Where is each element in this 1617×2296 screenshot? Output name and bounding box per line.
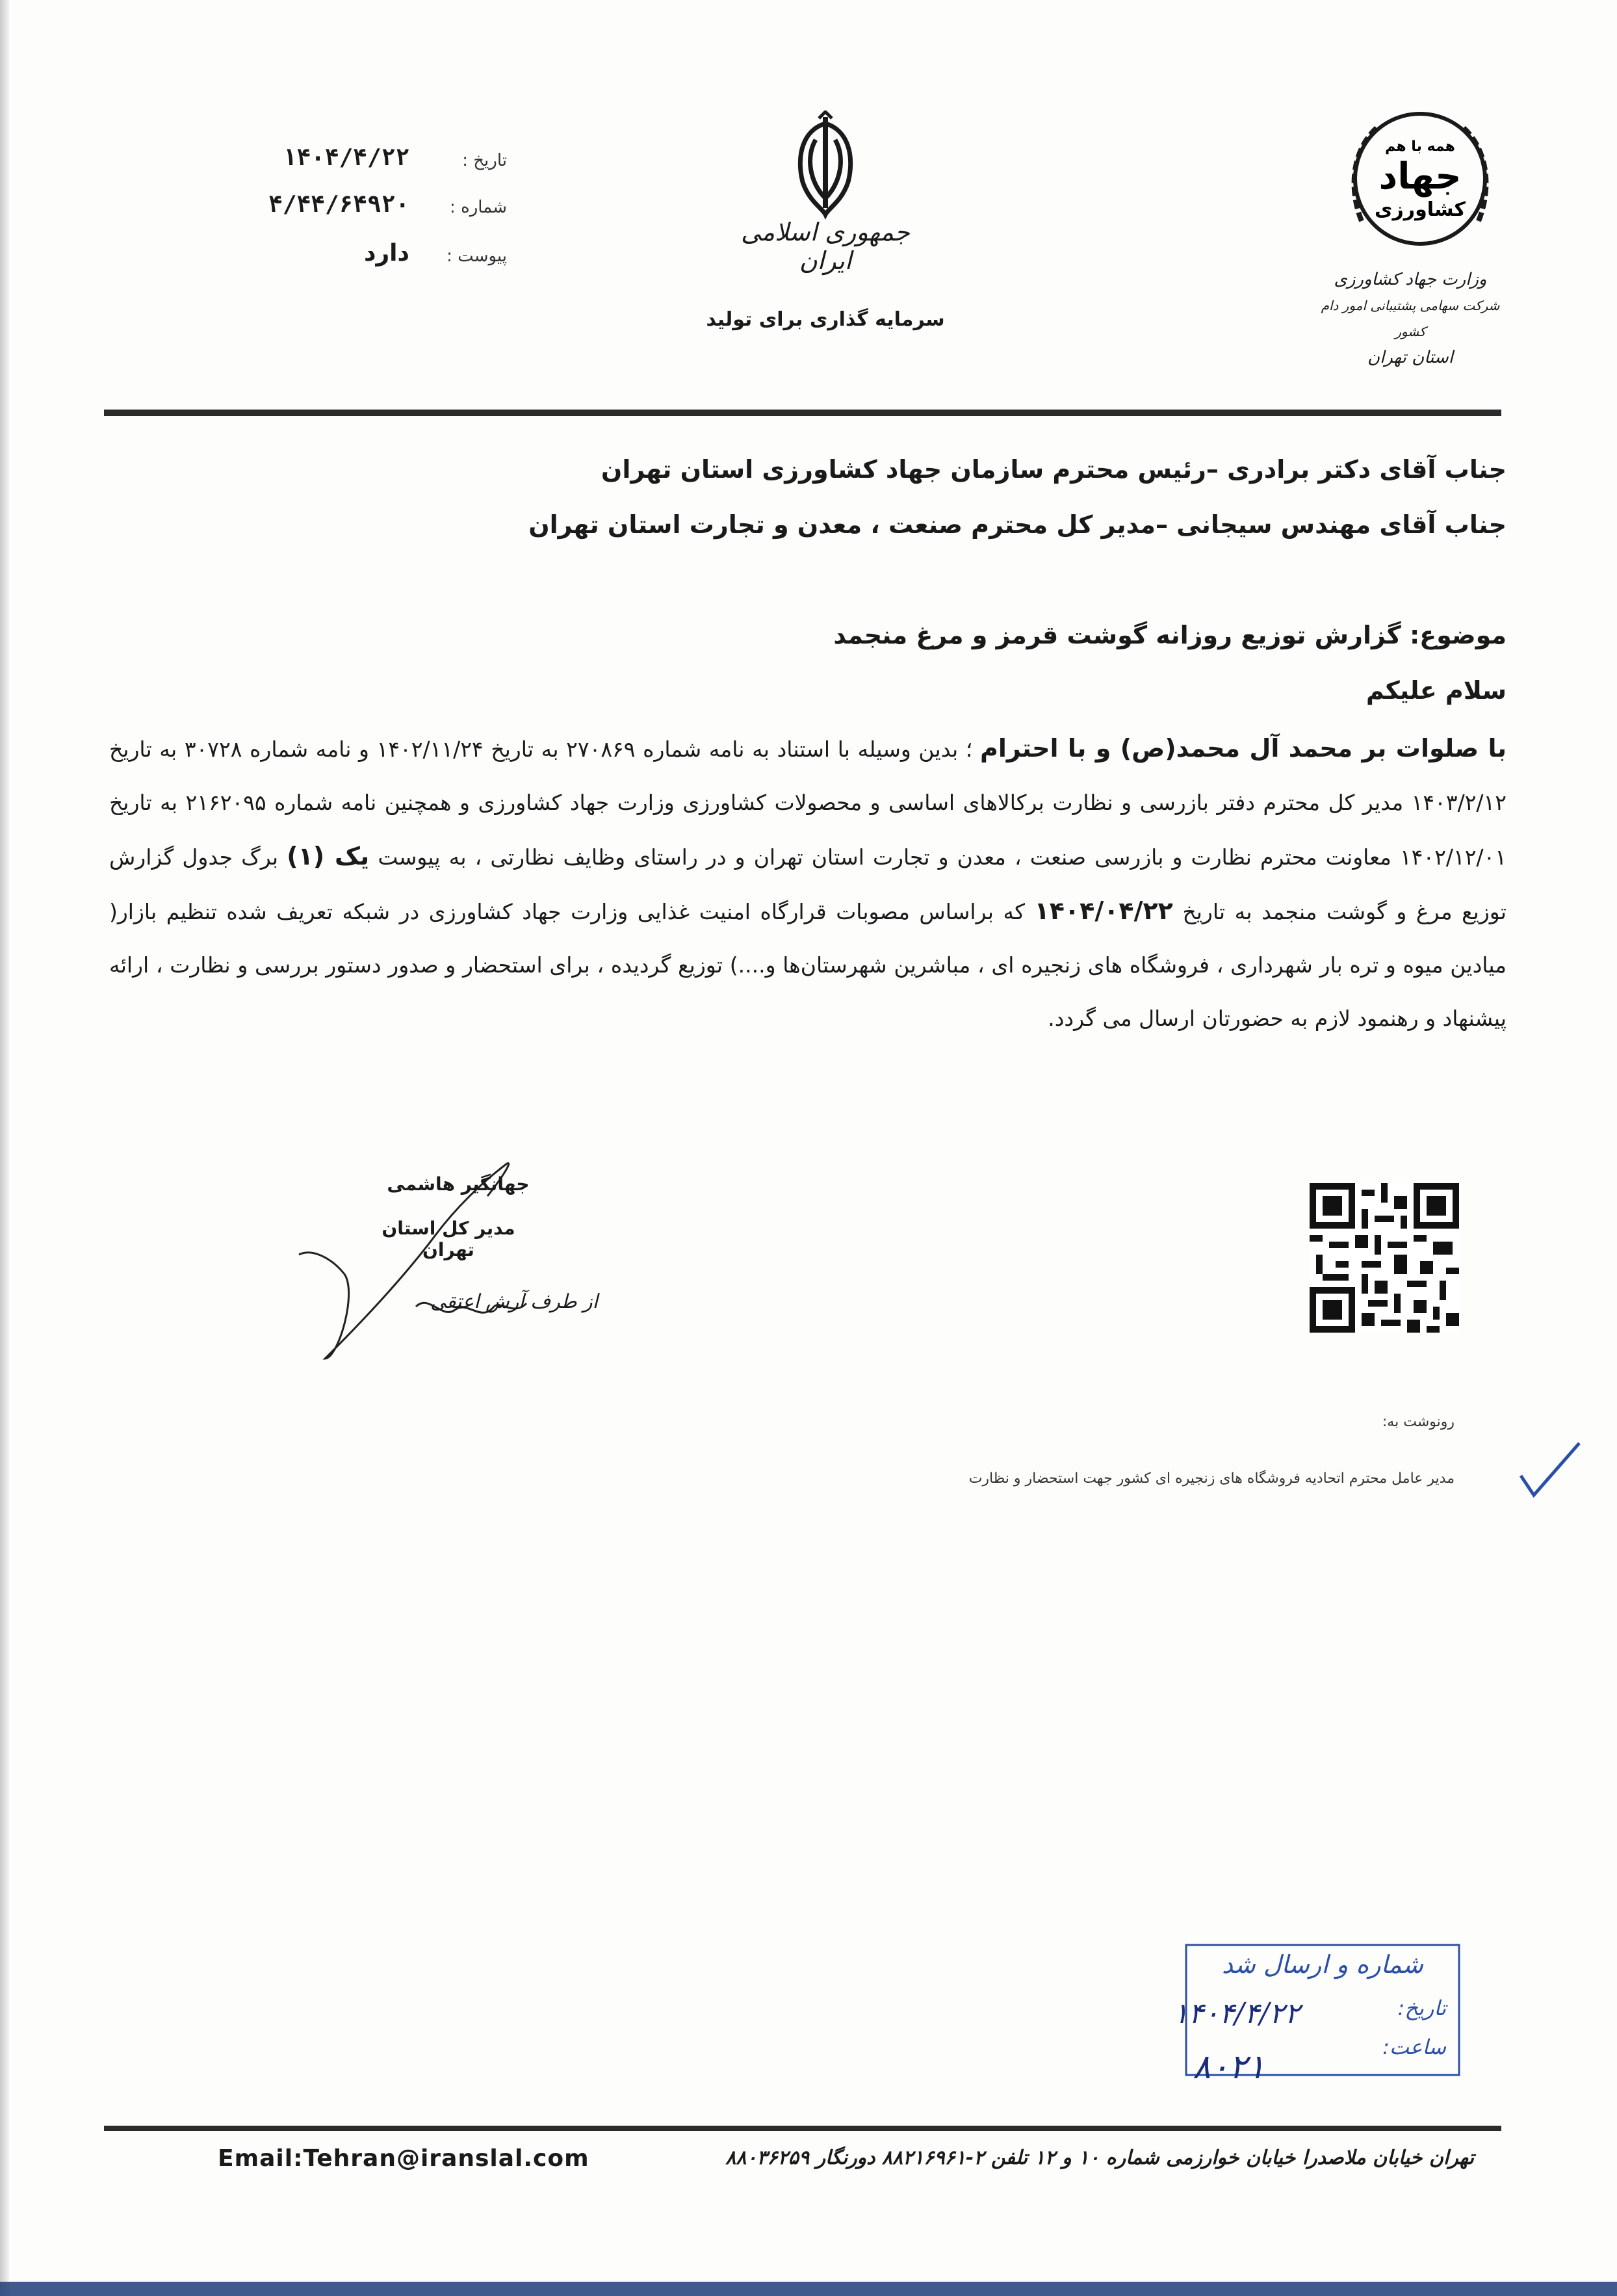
stamp-number: ۸۰۲۱ [1193, 2048, 1265, 2087]
footer-divider [104, 2126, 1501, 2131]
letter-body [109, 722, 1507, 1045]
ministry-text [1313, 267, 1508, 371]
stamp-time-label: ساعت: [1382, 2035, 1446, 2059]
greeting: سلام علیکم [1365, 676, 1507, 705]
addressee-line: جناب آقای دکتر برادری –رئیس محترم سازمان جهاد کشاورزی استان تهران [601, 455, 1507, 484]
body-opening: با صلوات بر محمد آل محمد(ص) و با احترام [980, 734, 1507, 763]
addressee-line: جناب آقای مهندس سیجانی –مدیر کل محترم صنعت ، معدن و تجارت استان تهران [528, 510, 1507, 539]
body-report-date: ۱۴۰۴/۰۴/۲۲ [1034, 896, 1173, 925]
checkmark-icon [1514, 1433, 1586, 1505]
scan-bottom-edge [0, 2282, 1617, 2296]
ministry-line: شرکت سهامی پشتیبانی امور دام کشور [1321, 298, 1500, 339]
stamp-date-label: تاریخ: [1397, 1996, 1446, 2020]
stamp-heading: شماره و ارسال شد [1222, 1950, 1423, 1979]
subject: موضوع: گزارش توزیع روزانه گوشت قرمز و مرغ منجمد [833, 621, 1507, 649]
logo-main-text: جهاد [1378, 155, 1462, 198]
body-part3: که براساس مصوبات قرارگاه امنیت غذایی وزارت جهاد کشاورزی در شبکه تعریف شده تنظیم بازار( میادین میوه و تره بار شهرداری ، فروشگاه های زنجیره ای ، مباشرین شهرستان‌ها و....) توزیع گردیده ، برای استحضار و صدور دستور بررسی و نظارت ، ارائه پیشنهاد و رهنمود لازم به حضورتان ارسال می گردد. [109, 899, 1507, 1031]
signatory-title: مدیر کل استان تهران [382, 1218, 515, 1260]
body-attachment-count: یک (۱) [287, 842, 370, 870]
emblem-caption: جمهوری اسلامی ایران [741, 218, 910, 275]
ministry-line: استان تهران [1367, 348, 1454, 367]
body-part1: ؛ بدین وسیله با استناد به نامه شماره ۲۷۰۸۶۹ به تاریخ ۱۴۰۲/۱۱/۲۴ و نامه شماره ۳۰۷۲۸ به تاریخ ۱۴۰۳/۲/۱۲ مدیر کل محترم دفتر بازرسی و نظارت برکالاهای اساسی و محصولات کشاورزی وزارت جهاد کشاورزی و همچنین نامه شماره ۲۱۶۲۰۹۵ به تاریخ ۱۴۰۲/۱۲/۰۱ معاونت محترم نظارت و بازرسی صنعت ، معدن و تجارت استان تهران و در راستای وظایف نظارتی ، به پیوست [109, 737, 1507, 870]
jahad-keshavarzi-logo-icon [1332, 91, 1508, 267]
cc-label: رونوشت به: [1382, 1414, 1455, 1430]
footer-email: Email:Tehran@iranslal.com [218, 2145, 589, 2172]
stamp-date-value: ۱۴۰۴/۴/۲۲ [1173, 1997, 1300, 2030]
number-field [268, 189, 507, 225]
date-field [282, 142, 507, 178]
date-value: ۱۴۰۴/۴/۲۲ [282, 144, 409, 171]
footer-address: تهران خیابان ملاصدرا خیابان خوارزمی شماره ۱۰ و ۱۲ تلفن ۲-۸۸۲۱۶۹۶۱ دورنگار ۸۸۰۳۶۲۵۹ [725, 2146, 1474, 2169]
received-stamp [1173, 1937, 1466, 2093]
qr-code-icon [1310, 1183, 1459, 1333]
attachment-value: دارد [363, 240, 409, 267]
attachment-field [286, 237, 507, 274]
number-label: شماره : [450, 198, 507, 217]
scan-edge [0, 0, 9, 2296]
slogan: سرمایه گذاری برای تولید [706, 308, 945, 331]
ministry-line: وزارت جهاد کشاورزی [1334, 270, 1487, 289]
body-part2: برگ جدول گزارش توزیع مرغ و گوشت منجمد به تاریخ [109, 844, 1507, 924]
number-value: ۴/۴۴/۶۴۹۲۰ [268, 191, 409, 218]
signatory-name: جهانگیر هاشمی [387, 1173, 530, 1195]
header-divider [104, 410, 1501, 416]
iran-emblem-icon [777, 111, 874, 221]
date-label: تاریخ : [462, 151, 507, 170]
attachment-label: پیوست : [446, 246, 507, 266]
logo-top-text: همه با هم [1385, 138, 1455, 155]
signature-note: از طرف آرش اعتقی [430, 1290, 598, 1313]
logo-sub-text: کشاورزی [1375, 198, 1466, 221]
cc-recipient: مدیر عامل محترم اتحادیه فروشگاه های زنجیره ای کشور جهت استحضار و نظارت [968, 1470, 1455, 1487]
